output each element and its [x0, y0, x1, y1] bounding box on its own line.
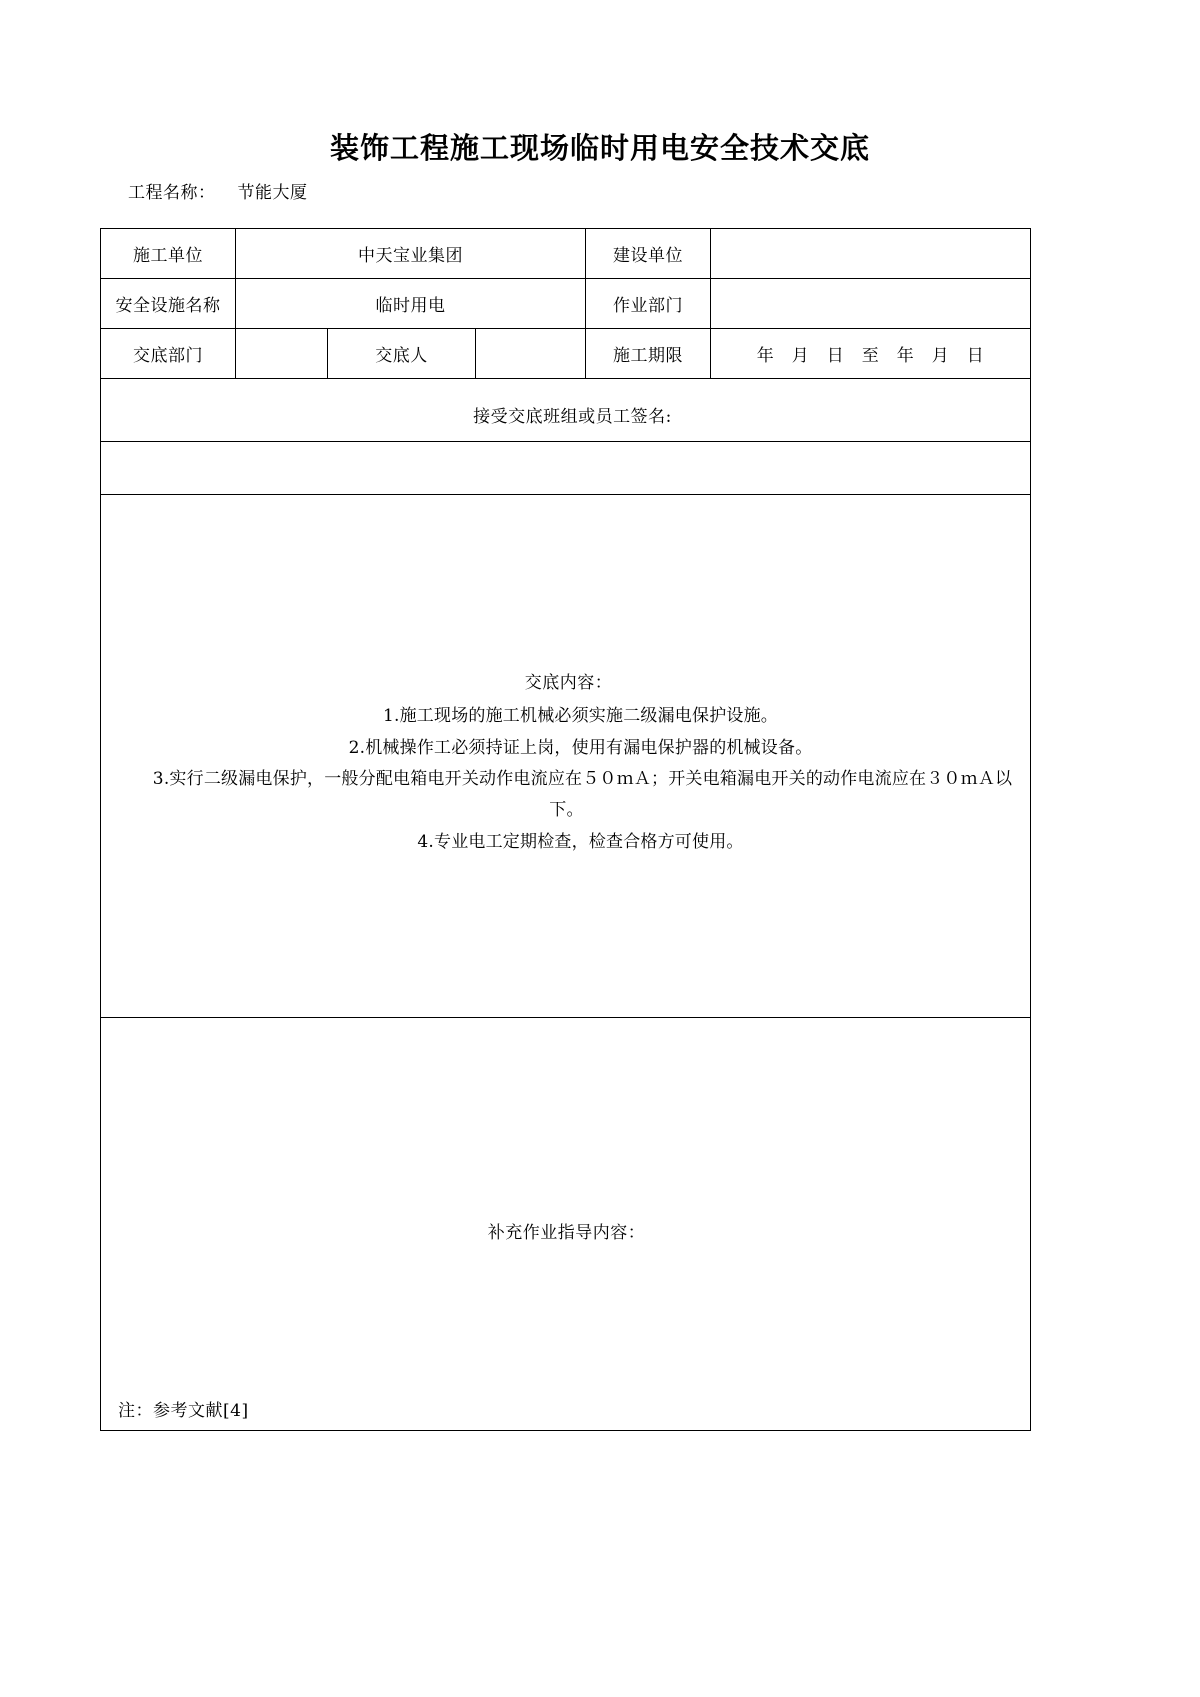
safety-facility-name-value[interactable]: 临时用电 — [236, 279, 586, 329]
construction-period-value[interactable]: 年 月 日 至 年 月 日 — [711, 329, 1031, 379]
construction-unit-value[interactable]: 中天宝业集团 — [236, 229, 586, 279]
disclosure-department-label: 交底部门 — [101, 329, 236, 379]
table-row — [101, 442, 1031, 495]
project-name-line — [128, 178, 308, 203]
table-row — [101, 279, 1031, 329]
supplementary-content-cell[interactable] — [101, 1018, 1031, 1431]
disclosure-content-item: 4.专业电工定期检查，检查合格方可使用。 — [417, 831, 744, 852]
disclosure-content-item: 3.实行二级漏电保护，一般分配电箱电开关动作电流应在５０ｍＡ；开关电箱漏电开关的动作电流应在３０ｍＡ以下。 — [152, 769, 1013, 821]
disclosure-content-item: 1.施工现场的施工机械必须实施二级漏电保护设施。 — [382, 706, 779, 727]
work-department-value[interactable] — [711, 279, 1031, 329]
table-row — [101, 379, 1031, 442]
build-unit-value[interactable] — [711, 229, 1031, 279]
signature-prompt: 接受交底班组或员工签名: — [101, 379, 1031, 442]
table-row — [101, 1018, 1031, 1431]
project-name-label: 工程名称： — [128, 183, 216, 203]
page-title: 装饰工程施工现场临时用电安全技术交底 — [329, 131, 870, 165]
table-row — [101, 495, 1031, 1018]
work-department-label: 作业部门 — [586, 279, 711, 329]
construction-period-label: 施工期限 — [586, 329, 711, 379]
disclosure-department-value[interactable] — [236, 329, 328, 379]
safety-disclosure-table — [100, 228, 1031, 1431]
signature-area[interactable] — [101, 442, 1031, 495]
build-unit-label: 建设单位 — [586, 229, 711, 279]
construction-unit-label: 施工单位 — [101, 229, 236, 279]
reference-note: 注：参考文献[4] — [118, 1401, 249, 1421]
disclosure-content-heading: 交底内容： — [524, 672, 613, 693]
discloser-label: 交底人 — [328, 329, 476, 379]
table-row — [101, 329, 1031, 379]
disclosure-content-item: 2.机械操作工必须持证上岗，使用有漏电保护器的机械设备。 — [348, 737, 813, 758]
project-name-value: 节能大厦 — [237, 183, 308, 203]
disclosure-content-cell — [101, 495, 1031, 1018]
discloser-value[interactable] — [476, 329, 586, 379]
supplementary-content-heading: 补充作业指导内容： — [487, 1222, 646, 1243]
table-row — [101, 229, 1031, 279]
safety-facility-name-label: 安全设施名称 — [101, 279, 236, 329]
